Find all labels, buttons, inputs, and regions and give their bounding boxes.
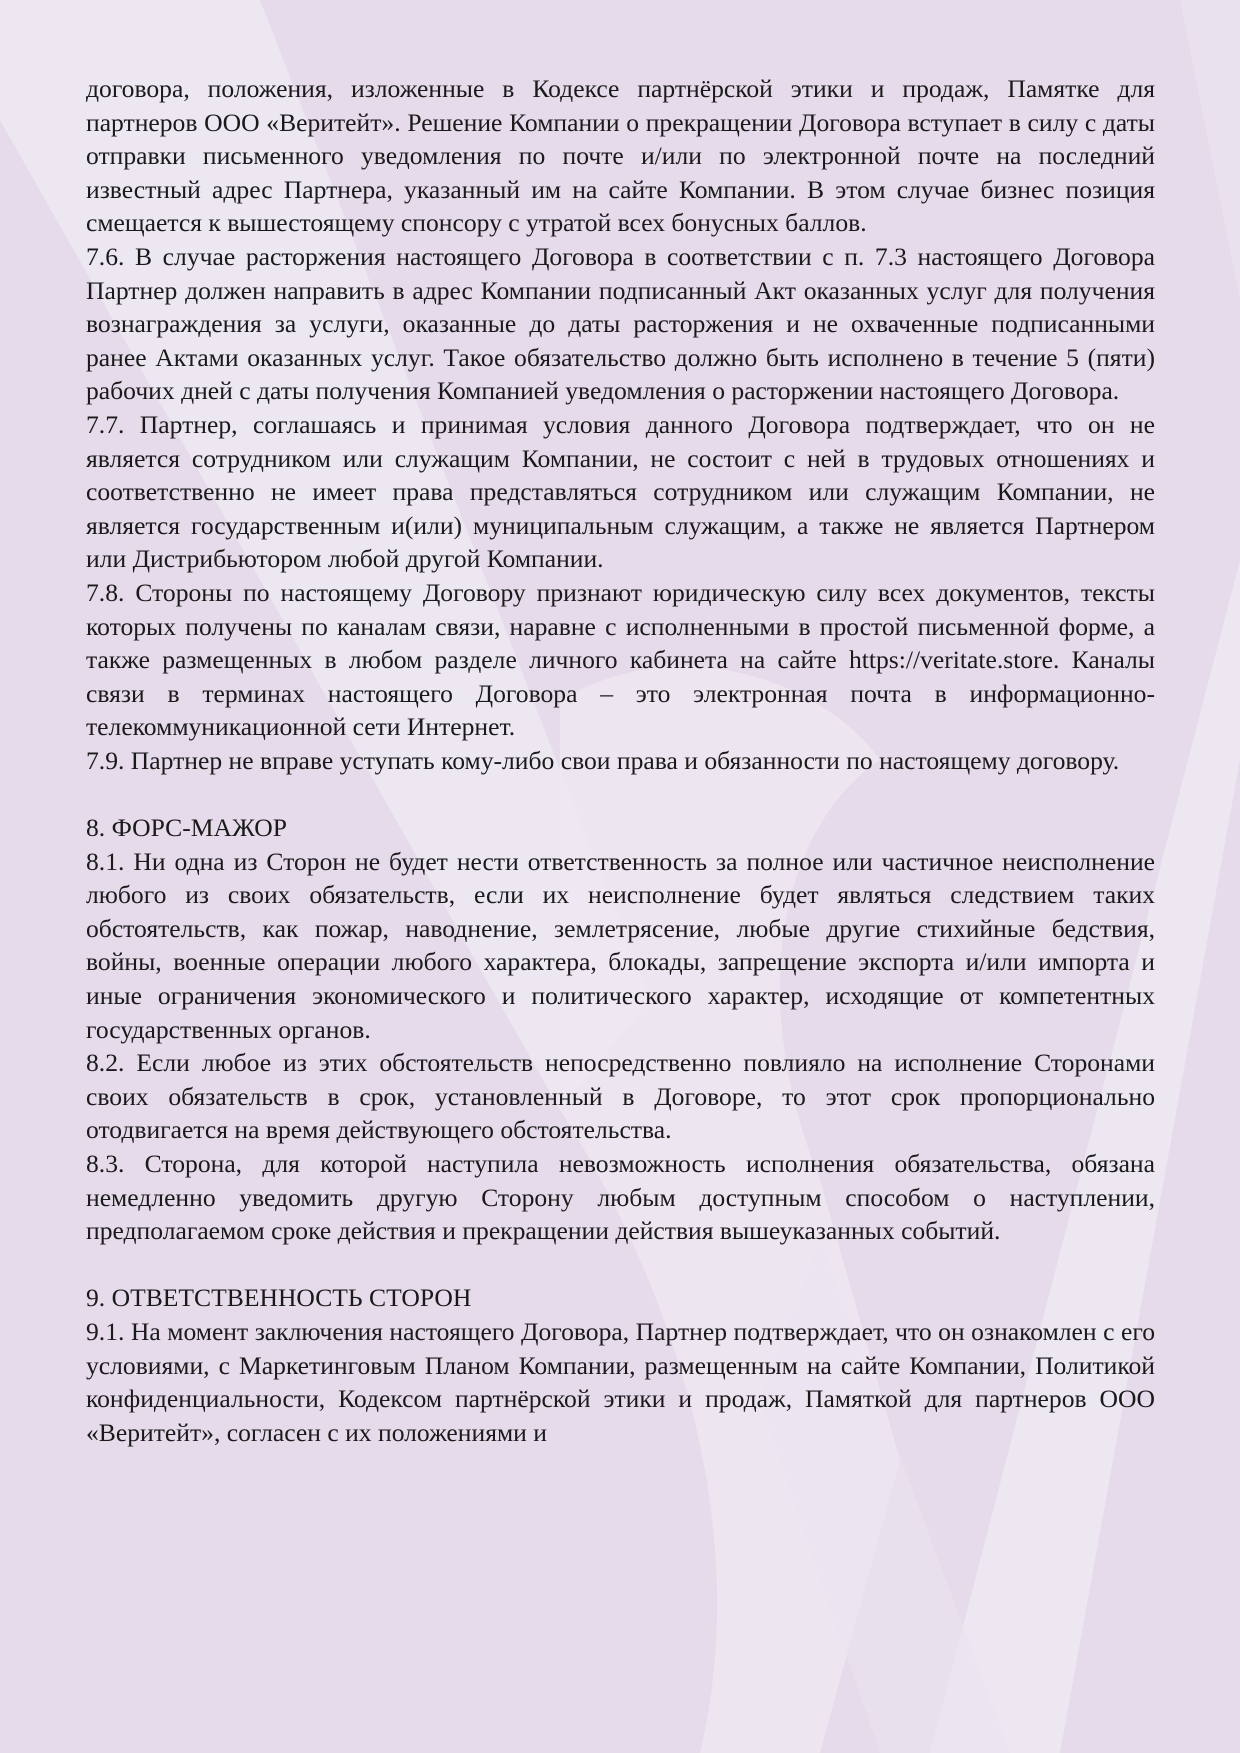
clause-paragraph: 8.1. Ни одна из Сторон не будет нести ответственность за полное или частичное неисполнение любого из своих обязательств, если их неисполнение будет являться следствием таких обстоятельств, как пожар, наводнение, землетрясение, любые другие стихийные бедствия, войны, военные операции любого характера, блокады, запрещение экспорта и/или импорта и иные ограничения экономического и политического характер, исходящие от компетентных государственных органов.	[86, 846, 1155, 1044]
section-spacer	[86, 1248, 1155, 1282]
clause-paragraph: 7.7. Партнер, соглашаясь и принимая условия данного Договора подтверждает, что он не является сотрудником или служащим Компании, не состоит с ней в трудовых отношениях и соответственно не имеет права представляться сотрудником или служащим Компании, не является государственным и(или) муниципальным служащим, а также не является Партнером или Дистрибьютором любой другой Компании.	[86, 409, 1155, 574]
clause-paragraph: 7.9. Партнер не вправе уступать кому-либо свои права и обязанности по настоящему договору.	[86, 745, 1120, 775]
section-spacer	[86, 777, 1155, 811]
clause-paragraph: 7.6. В случае расторжения настоящего Договора в соответствии с п. 7.3 настоящего Договора Партнер должен направить в адрес Компании подписанный Акт оказанных услуг для получения вознаграждения за услуги, оказанные до даты расторжения и не охваченные подписанными ранее Актами оказанных услуг. Такое обязательство должно быть исполнено в течение 5 (пяти) рабочих дней с даты получения Компанией уведомления о расторжении настоящего Договора.	[86, 241, 1155, 406]
clause-paragraph: 8.3. Сторона, для которой наступила невозможность исполнения обязательства, обязана немедленно уведомить другую Сторону любым доступным способом о наступлении, предполагаемом сроке действия и прекращении действия вышеуказанных событий.	[86, 1149, 1155, 1246]
document-page	[86, 72, 1155, 1449]
clause-paragraph: договора, положения, изложенные в Кодексе партнёрской этики и продаж, Памятке для партнеров ООО «Веритейт». Решение Компании о прекращении Договора вступает в силу с даты отправки письменного уведомления по почте и/или по электронной почте на последний известный адрес Партнера, указанный им на сайте Компании. В этом случае бизнес позиция смещается к вышестоящему спонсору с утратой всех бонусных баллов.	[86, 74, 1155, 238]
section-heading: 9. ОТВЕТСТВЕННОСТЬ СТОРОН	[86, 1283, 472, 1313]
section-heading: 8. ФОРС-МАЖОР	[86, 813, 288, 843]
watermark-top-right	[1180, 0, 1240, 300]
clause-paragraph: 7.8. Стороны по настоящему Договору признают юридическую силу всех документов, тексты которых получены по каналам связи, наравне с исполненными в простой письменной форме, а также размещенных в любом разделе личного кабинета на сайте https://veritate.store. Каналы связи в терминах настоящего Договора – это электронная почта в информационно-телекоммуникационной сети Интернет.	[86, 577, 1155, 742]
clause-paragraph: 8.2. Если любое из этих обстоятельств непосредственно повлияло на исполнение Сторонами своих обязательств в срок, установленный в Договоре, то этот срок пропорционально отодвигается на время действующего обстоятельства.	[86, 1048, 1155, 1145]
clause-paragraph: 9.1. На момент заключения настоящего Договора, Партнер подтверждает, что он ознакомлен с его условиями, с Маркетинговым Планом Компании, размещенным на сайте Компании, Политикой конфиденциальности, Кодексом партнёрской этики и продаж, Памяткой для партнеров ООО «Веритейт», согласен с их положениями и	[86, 1316, 1155, 1447]
